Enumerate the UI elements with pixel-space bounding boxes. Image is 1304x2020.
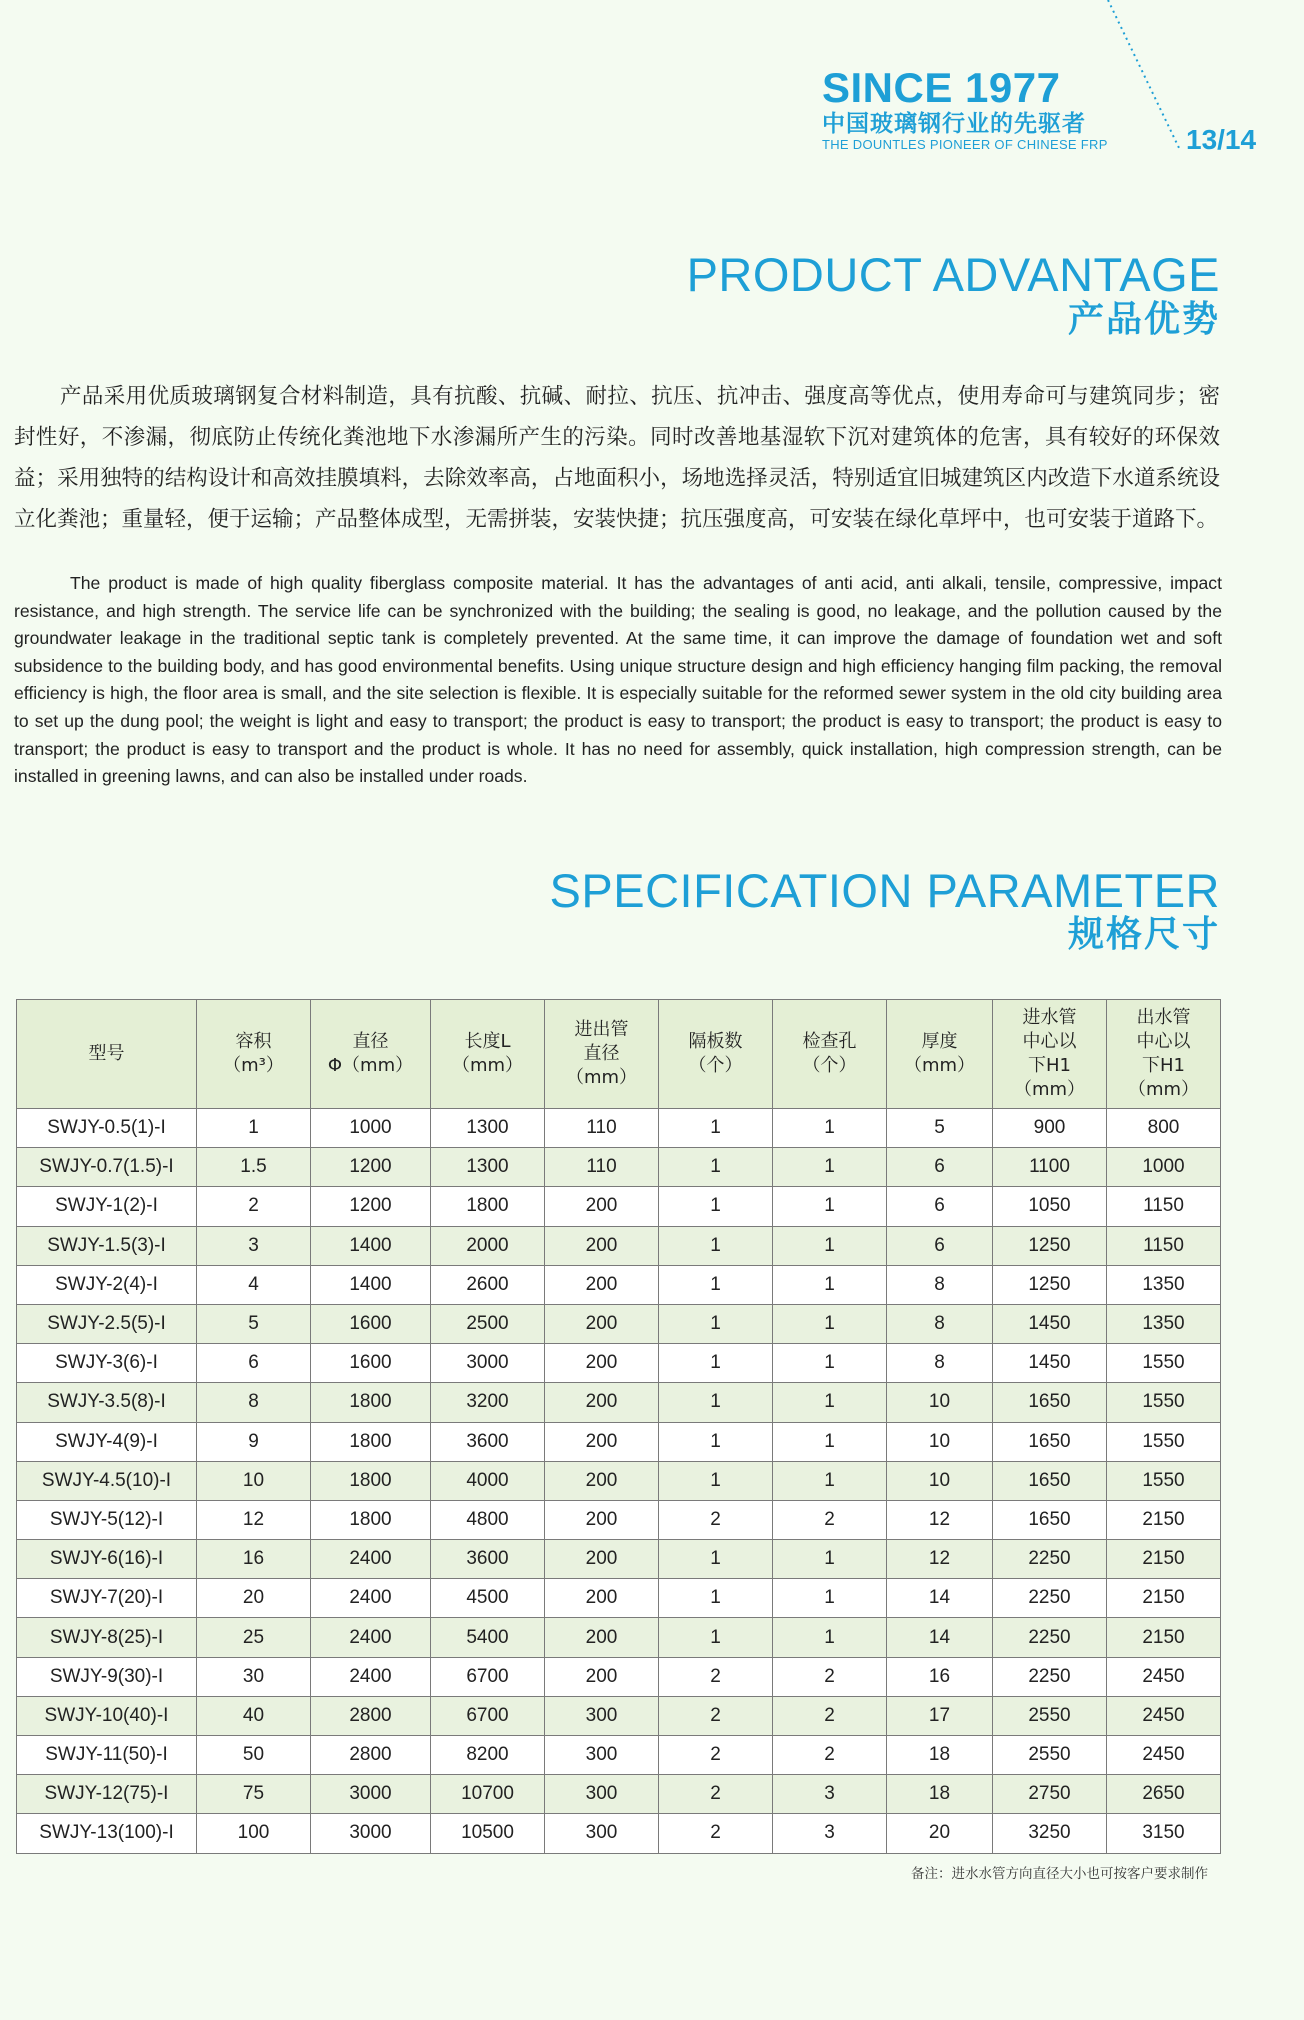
column-header-line: 厚度	[921, 1031, 958, 1052]
table-cell: 3	[197, 1226, 311, 1265]
model-cell: SWJY-12(75)-I	[17, 1775, 197, 1814]
table-header-row	[17, 1000, 1221, 1109]
table-cell: 2750	[993, 1775, 1107, 1814]
table-cell: 12	[887, 1540, 993, 1579]
table-cell: 3200	[431, 1383, 545, 1422]
table-cell: 1650	[993, 1500, 1107, 1539]
table-cell: 8	[887, 1344, 993, 1383]
table-cell: 8	[197, 1383, 311, 1422]
table-row	[17, 1540, 1221, 1579]
table-row	[17, 1148, 1221, 1187]
table-cell: 6	[887, 1226, 993, 1265]
table-cell: 16	[197, 1540, 311, 1579]
table-row	[17, 1657, 1221, 1696]
model-cell: SWJY-2(4)-I	[17, 1265, 197, 1304]
table-cell: 2250	[993, 1618, 1107, 1657]
table-cell: 1150	[1107, 1187, 1221, 1226]
spec-title-cn: 规格尺寸	[1067, 914, 1220, 955]
table-cell: 40	[197, 1696, 311, 1735]
table-cell: 1800	[311, 1500, 431, 1539]
table-cell: 1	[773, 1618, 887, 1657]
table-cell: 1	[659, 1344, 773, 1383]
table-cell: 2400	[311, 1579, 431, 1618]
spec-table	[16, 999, 1221, 1854]
table-row	[17, 1265, 1221, 1304]
table-cell: 1	[659, 1579, 773, 1618]
table-cell: 1	[773, 1540, 887, 1579]
column-header-line: （个）	[688, 1055, 743, 1076]
table-cell: 100	[197, 1814, 311, 1853]
column-header-line: 出水管	[1136, 1007, 1191, 1028]
table-cell: 1000	[311, 1109, 431, 1148]
model-cell: SWJY-2.5(5)-I	[17, 1304, 197, 1343]
table-cell: 1400	[311, 1226, 431, 1265]
table-row	[17, 1500, 1221, 1539]
table-cell: 8	[887, 1304, 993, 1343]
table-cell: 6	[887, 1187, 993, 1226]
table-cell: 3	[773, 1775, 887, 1814]
table-cell: 2	[659, 1814, 773, 1853]
table-cell: 3250	[993, 1814, 1107, 1853]
table-row	[17, 1304, 1221, 1343]
table-cell: 110	[545, 1109, 659, 1148]
model-cell: SWJY-4.5(10)-I	[17, 1461, 197, 1500]
table-cell: 20	[197, 1579, 311, 1618]
table-cell: 2	[197, 1187, 311, 1226]
table-cell: 1100	[993, 1148, 1107, 1187]
column-header	[993, 1000, 1107, 1109]
table-cell: 1	[659, 1461, 773, 1500]
table-cell: 1350	[1107, 1265, 1221, 1304]
table-cell: 50	[197, 1736, 311, 1775]
table-cell: 1	[773, 1461, 887, 1500]
table-cell: 200	[545, 1618, 659, 1657]
table-row	[17, 1736, 1221, 1775]
table-row	[17, 1461, 1221, 1500]
table-row	[17, 1618, 1221, 1657]
table-cell: 1550	[1107, 1344, 1221, 1383]
table-cell: 1000	[1107, 1148, 1221, 1187]
table-cell: 4000	[431, 1461, 545, 1500]
table-row	[17, 1109, 1221, 1148]
table-cell: 75	[197, 1775, 311, 1814]
table-cell: 3000	[311, 1775, 431, 1814]
column-header-line: 中心以	[1136, 1031, 1191, 1052]
table-cell: 3000	[431, 1344, 545, 1383]
column-header-line: 进出管	[574, 1019, 629, 1040]
table-cell: 17	[887, 1696, 993, 1735]
column-header	[773, 1000, 887, 1109]
column-header	[659, 1000, 773, 1109]
column-header-line: （mm）	[565, 1067, 638, 1088]
table-cell: 1550	[1107, 1383, 1221, 1422]
table-cell: 8200	[431, 1736, 545, 1775]
table-cell: 5400	[431, 1618, 545, 1657]
model-cell: SWJY-11(50)-I	[17, 1736, 197, 1775]
table-cell: 2400	[311, 1540, 431, 1579]
column-header-line: 直径	[583, 1043, 620, 1064]
column-header-line: 长度L	[464, 1031, 511, 1052]
advantage-title-cn: 产品优势	[1067, 299, 1220, 340]
table-row	[17, 1187, 1221, 1226]
table-cell: 2250	[993, 1540, 1107, 1579]
table-cell: 200	[545, 1461, 659, 1500]
table-cell: 16	[887, 1657, 993, 1696]
table-cell: 5	[197, 1304, 311, 1343]
table-cell: 1800	[311, 1383, 431, 1422]
table-cell: 2800	[311, 1736, 431, 1775]
table-cell: 1650	[993, 1383, 1107, 1422]
table-row	[17, 1422, 1221, 1461]
table-cell: 200	[545, 1344, 659, 1383]
column-header	[311, 1000, 431, 1109]
table-cell: 200	[545, 1657, 659, 1696]
table-cell: 200	[545, 1500, 659, 1539]
table-cell: 2150	[1107, 1540, 1221, 1579]
table-cell: 1250	[993, 1226, 1107, 1265]
column-header-line: Φ（mm）	[327, 1055, 414, 1076]
model-cell: SWJY-1.5(3)-I	[17, 1226, 197, 1265]
column-header-line: （m³）	[223, 1055, 284, 1076]
table-cell: 1650	[993, 1461, 1107, 1500]
table-row	[17, 1579, 1221, 1618]
table-cell: 1600	[311, 1304, 431, 1343]
model-cell: SWJY-6(16)-I	[17, 1540, 197, 1579]
table-cell: 4500	[431, 1579, 545, 1618]
table-cell: 1	[773, 1344, 887, 1383]
column-header-line: （mm）	[451, 1055, 524, 1076]
table-cell: 4800	[431, 1500, 545, 1539]
spec-title-en: SPECIFICATION PARAMETER	[549, 864, 1220, 917]
table-cell: 2250	[993, 1579, 1107, 1618]
table-cell: 10500	[431, 1814, 545, 1853]
table-cell: 20	[887, 1814, 993, 1853]
table-cell: 1200	[311, 1187, 431, 1226]
table-cell: 1	[773, 1304, 887, 1343]
table-cell: 1800	[311, 1422, 431, 1461]
column-header-line: （mm）	[1013, 1079, 1086, 1100]
table-row	[17, 1775, 1221, 1814]
column-header	[887, 1000, 993, 1109]
table-cell: 4	[197, 1265, 311, 1304]
table-cell: 10700	[431, 1775, 545, 1814]
table-cell: 2	[659, 1500, 773, 1539]
model-cell: SWJY-7(20)-I	[17, 1579, 197, 1618]
table-cell: 18	[887, 1775, 993, 1814]
model-cell: SWJY-5(12)-I	[17, 1500, 197, 1539]
model-cell: SWJY-13(100)-I	[17, 1814, 197, 1853]
column-header-line: 进水管	[1022, 1007, 1077, 1028]
table-cell: 300	[545, 1814, 659, 1853]
table-cell: 10	[887, 1461, 993, 1500]
table-cell: 1450	[993, 1344, 1107, 1383]
table-cell: 2450	[1107, 1696, 1221, 1735]
table-cell: 9	[197, 1422, 311, 1461]
table-cell: 2450	[1107, 1657, 1221, 1696]
table-cell: 1800	[431, 1187, 545, 1226]
model-cell: SWJY-4(9)-I	[17, 1422, 197, 1461]
table-cell: 1	[773, 1265, 887, 1304]
table-cell: 800	[1107, 1109, 1221, 1148]
table-cell: 10	[887, 1422, 993, 1461]
table-cell: 2150	[1107, 1618, 1221, 1657]
table-cell: 1600	[311, 1344, 431, 1383]
advantage-text-en: The product is made of high quality fiberglass composite material. It has the advantages of anti acid, anti alkali, tensile, compressive, impact resistance, and high strength. The service life can be synchronized with the building; the sealing is good, no leakage, and the pollution caused by the groundwater leakage in the traditional septic tank is completely prevented. At the same time, it can improve the damage of foundation wet and soft subsidence to the building body, and has good environmental benefits. Using unique structure design and high efficiency hanging film packing, the removal efficiency is high, the floor area is small, and the site selection is flexible. It is especially suitable for the reformed sewer system in the old city building area to set up the dung pool; the weight is light and easy to transport; the product is easy to transport; the product is easy to transport; the product is easy to transport; the product is easy to transport and the product is whole. It has no need for assembly, quick installation, high compression strength, can be installed in greening lawns, and can also be installed under roads.	[14, 573, 1222, 787]
table-cell: 1	[659, 1422, 773, 1461]
table-cell: 2	[773, 1696, 887, 1735]
model-cell: SWJY-0.7(1.5)-I	[17, 1148, 197, 1187]
table-cell: 6	[197, 1344, 311, 1383]
model-cell: SWJY-9(30)-I	[17, 1657, 197, 1696]
column-header-line: 检查孔	[802, 1031, 857, 1052]
column-header-line: 容积	[235, 1031, 272, 1052]
slogan-en: THE DOUNTLES PIONEER OF CHINESE FRP	[822, 137, 1108, 152]
table-cell: 1	[659, 1187, 773, 1226]
table-cell: 25	[197, 1618, 311, 1657]
table-cell: 6700	[431, 1657, 545, 1696]
table-cell: 2	[659, 1657, 773, 1696]
table-cell: 300	[545, 1696, 659, 1735]
table-cell: 1450	[993, 1304, 1107, 1343]
table-cell: 2000	[431, 1226, 545, 1265]
table-cell: 200	[545, 1304, 659, 1343]
table-cell: 1	[659, 1226, 773, 1265]
table-cell: 10	[197, 1461, 311, 1500]
table-row	[17, 1814, 1221, 1853]
table-note: 备注：进水水管方向直径大小也可按客户要求制作	[911, 1866, 1208, 1882]
table-cell: 18	[887, 1736, 993, 1775]
table-cell: 1	[659, 1265, 773, 1304]
table-cell: 14	[887, 1618, 993, 1657]
table-row	[17, 1226, 1221, 1265]
table-cell: 1	[659, 1540, 773, 1579]
table-cell: 2	[773, 1657, 887, 1696]
table-cell: 1.5	[197, 1148, 311, 1187]
table-row	[17, 1383, 1221, 1422]
page-number: 13/14	[1186, 124, 1257, 155]
column-header	[431, 1000, 545, 1109]
table-cell: 200	[545, 1265, 659, 1304]
table-cell: 1	[659, 1109, 773, 1148]
column-header	[1107, 1000, 1221, 1109]
table-cell: 2550	[993, 1736, 1107, 1775]
table-cell: 2600	[431, 1265, 545, 1304]
table-cell: 3150	[1107, 1814, 1221, 1853]
model-cell: SWJY-3.5(8)-I	[17, 1383, 197, 1422]
table-cell: 2400	[311, 1618, 431, 1657]
table-cell: 1	[773, 1422, 887, 1461]
table-cell: 1650	[993, 1422, 1107, 1461]
column-header	[545, 1000, 659, 1109]
table-cell: 200	[545, 1383, 659, 1422]
column-header-line: 型号	[88, 1043, 125, 1064]
table-cell: 1	[659, 1383, 773, 1422]
column-header-line: 下H1	[1028, 1055, 1071, 1076]
table-cell: 2250	[993, 1657, 1107, 1696]
since-heading: SINCE 1977	[822, 64, 1061, 111]
table-cell: 3600	[431, 1422, 545, 1461]
table-cell: 2450	[1107, 1736, 1221, 1775]
column-header	[197, 1000, 311, 1109]
table-cell: 6700	[431, 1696, 545, 1735]
table-cell: 3	[773, 1814, 887, 1853]
model-cell: SWJY-8(25)-I	[17, 1618, 197, 1657]
table-cell: 1	[773, 1109, 887, 1148]
column-header-line: （mm）	[1127, 1079, 1200, 1100]
table-cell: 200	[545, 1540, 659, 1579]
table-cell: 2800	[311, 1696, 431, 1735]
model-cell: SWJY-1(2)-I	[17, 1187, 197, 1226]
table-cell: 1	[773, 1226, 887, 1265]
table-cell: 1	[773, 1579, 887, 1618]
table-cell: 1	[659, 1618, 773, 1657]
table-cell: 900	[993, 1109, 1107, 1148]
table-cell: 2	[659, 1696, 773, 1735]
table-cell: 6	[887, 1148, 993, 1187]
table-cell: 1400	[311, 1265, 431, 1304]
table-cell: 1	[659, 1304, 773, 1343]
advantage-text-cn: 产品采用优质玻璃钢复合材料制造，具有抗酸、抗碱、耐拉、抗压、抗冲击、强度高等优点，使用寿命可与建筑同步；密封性好，不渗漏，彻底防止传统化粪池地下水渗漏所产生的污染。同时改善地基湿软下沉对建筑体的危害，具有较好的环保效益；采用独特的结构设计和高效挂膜填料，去除效率高，占地面积小，场地选择灵活，特别适宜旧城建筑区内改造下水道系统设立化粪池；重量轻，便于运输；产品整体成型，无需拼装，安装快捷；抗压强度高，可安装在绿化草坪中，也可安装于道路下。	[14, 384, 1220, 532]
table-cell: 1	[197, 1109, 311, 1148]
table-cell: 10	[887, 1383, 993, 1422]
column-header-line: 下H1	[1142, 1055, 1185, 1076]
table-cell: 200	[545, 1579, 659, 1618]
table-cell: 1350	[1107, 1304, 1221, 1343]
table-cell: 2	[659, 1736, 773, 1775]
table-cell: 12	[197, 1500, 311, 1539]
table-cell: 2	[773, 1736, 887, 1775]
table-cell: 1300	[431, 1109, 545, 1148]
brand-block	[822, 66, 1142, 152]
column-header-line: 隔板数	[688, 1031, 743, 1052]
table-cell: 2150	[1107, 1579, 1221, 1618]
table-cell: 1300	[431, 1148, 545, 1187]
table-cell: 2500	[431, 1304, 545, 1343]
table-body	[17, 1109, 1221, 1854]
column-header-line: （mm）	[903, 1055, 976, 1076]
table-row	[17, 1344, 1221, 1383]
table-cell: 3000	[311, 1814, 431, 1853]
table-cell: 1	[659, 1148, 773, 1187]
table-cell: 200	[545, 1226, 659, 1265]
slogan-cn: 中国玻璃钢行业的先驱者	[822, 111, 1086, 137]
table-cell: 1	[773, 1148, 887, 1187]
table-cell: 1150	[1107, 1226, 1221, 1265]
table-cell: 1050	[993, 1187, 1107, 1226]
table-cell: 3600	[431, 1540, 545, 1579]
table-cell: 12	[887, 1500, 993, 1539]
table-cell: 110	[545, 1148, 659, 1187]
table-cell: 2400	[311, 1657, 431, 1696]
table-cell: 2	[773, 1500, 887, 1539]
table-cell: 2	[659, 1775, 773, 1814]
table-cell: 5	[887, 1109, 993, 1148]
model-cell: SWJY-3(6)-I	[17, 1344, 197, 1383]
table-cell: 1800	[311, 1461, 431, 1500]
table-cell: 14	[887, 1579, 993, 1618]
table-cell: 300	[545, 1736, 659, 1775]
column-header-line: 中心以	[1022, 1031, 1077, 1052]
column-header-line: 直径	[352, 1031, 389, 1052]
column-header	[17, 1000, 197, 1109]
table-cell: 1	[773, 1187, 887, 1226]
model-cell: SWJY-0.5(1)-I	[17, 1109, 197, 1148]
table-cell: 200	[545, 1187, 659, 1226]
table-cell: 200	[545, 1422, 659, 1461]
advantage-title-en: PRODUCT ADVANTAGE	[686, 248, 1220, 301]
table-cell: 30	[197, 1657, 311, 1696]
table-cell: 2550	[993, 1696, 1107, 1735]
table-cell: 300	[545, 1775, 659, 1814]
table-cell: 1200	[311, 1148, 431, 1187]
table-cell: 1250	[993, 1265, 1107, 1304]
column-header-line: （个）	[802, 1055, 857, 1076]
table-cell: 1550	[1107, 1461, 1221, 1500]
model-cell: SWJY-10(40)-I	[17, 1696, 197, 1735]
table-cell: 8	[887, 1265, 993, 1304]
table-cell: 2650	[1107, 1775, 1221, 1814]
table-row	[17, 1696, 1221, 1735]
table-cell: 2150	[1107, 1500, 1221, 1539]
table-cell: 1	[773, 1383, 887, 1422]
table-cell: 1550	[1107, 1422, 1221, 1461]
